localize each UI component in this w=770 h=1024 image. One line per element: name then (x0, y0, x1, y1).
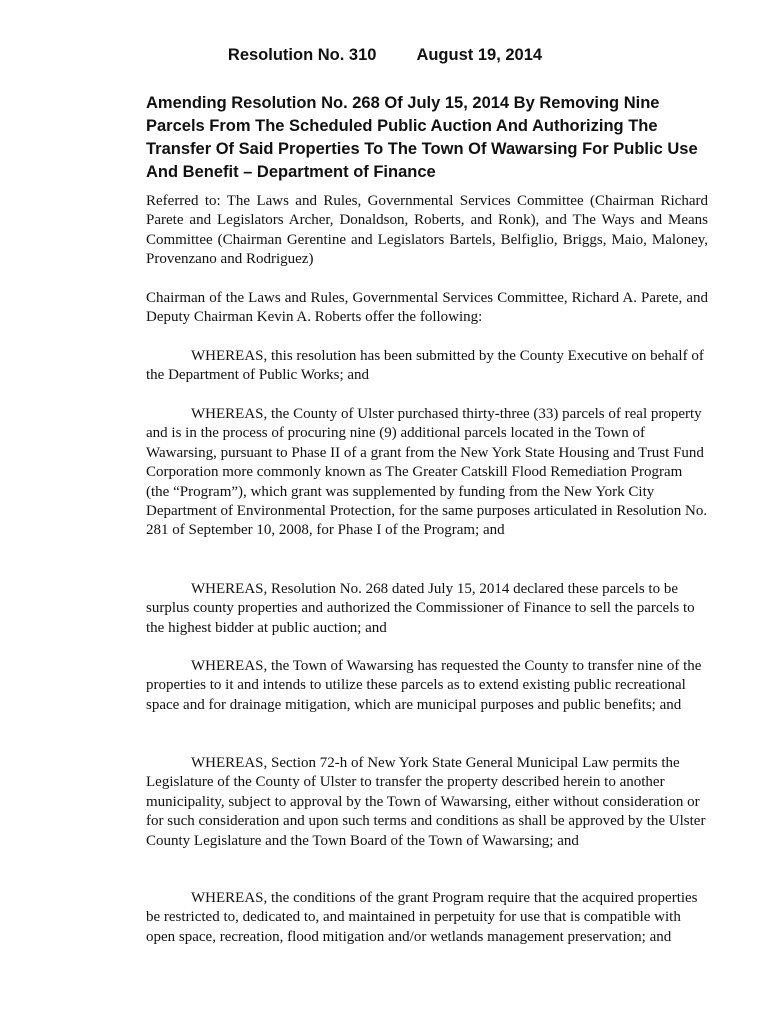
whereas-paragraph-4: WHEREAS, the Town of Wawarsing has requested the County to transfer nine of the properties to it and intends to utilize these parcels as to extend existing public recreational space and for drainage mitigation, which are municipal purposes and public benefits; and (146, 658, 702, 713)
whereas-paragraph-5: WHEREAS, Section 72-h of New York State General Municipal Law permits the Legislature of the County of Ulster to transfer the property described herein to another municipality, subject to approval by the Town of Wawarsing, either without consideration or for such consideration and upon such terms and conditions as shall be approved by the Ulster County Legislature and the Town Board of the Town of Wawarsing; and (146, 755, 706, 849)
resolution-title: Amending Resolution No. 268 Of July 15, 2014 By Removing Nine Parcels From The Scheduled Public Auction And Authorizing The Transfer Of Said Properties To The Town Of Wawarsing For Public Use And Benefit – Department of Finance (146, 94, 698, 181)
whereas-paragraph-2: WHEREAS, the County of Ulster purchased thirty-three (33) parcels of real property and is in the process of procuring nine (9) additional parcels located in the Town of Wawarsing, pursuant to Phase II of a grant from the New York State Housing and Trust Fund Corporation more commonly known as The Greater Catskill Flood Remediation Program (the “Program”), which grant was supplemented by funding from the New York City Department of Environmental Protection, for the same purposes articulated in Resolution No. 281 of September 10, 2008, for Phase I of the Program; and (146, 406, 708, 539)
referred-to-paragraph: Referred to: The Laws and Rules, Governmental Services Committee (Chairman Richard Parete and Legislators Archer, Donaldson, Roberts, and Ronk), and The Ways and Means Committee (Chairman Gerentine and Legislators Bartels, Belfiglio, Briggs, Maio, Maloney, Provenzano and Rodriguez) (146, 193, 708, 268)
whereas-paragraph-1: WHEREAS, this resolution has been submitted by the County Executive on behalf of the Department of Public Works; and (146, 348, 704, 384)
resolution-header (0, 46, 770, 65)
offer-paragraph: Chairman of the Laws and Rules, Governmental Services Committee, Richard A. Parete, and Deputy Chairman Kevin A. Roberts offer the following: (146, 290, 708, 326)
resolution-date: August 19, 2014 (416, 46, 543, 64)
whereas-paragraph-6: WHEREAS, the conditions of the grant Program require that the acquired properties be restricted to, dedicated to, and maintained in perpetuity for use that is compatible with open space, recreation, flood mitigation and/or wetlands management preservation; and (146, 890, 698, 945)
resolution-number: Resolution No. 310 (227, 46, 377, 64)
whereas-paragraph-3: WHEREAS, Resolution No. 268 dated July 15, 2014 declared these parcels to be surplus county properties and authorized the Commissioner of Finance to sell the parcels to the highest bidder at public auction; and (146, 581, 695, 636)
